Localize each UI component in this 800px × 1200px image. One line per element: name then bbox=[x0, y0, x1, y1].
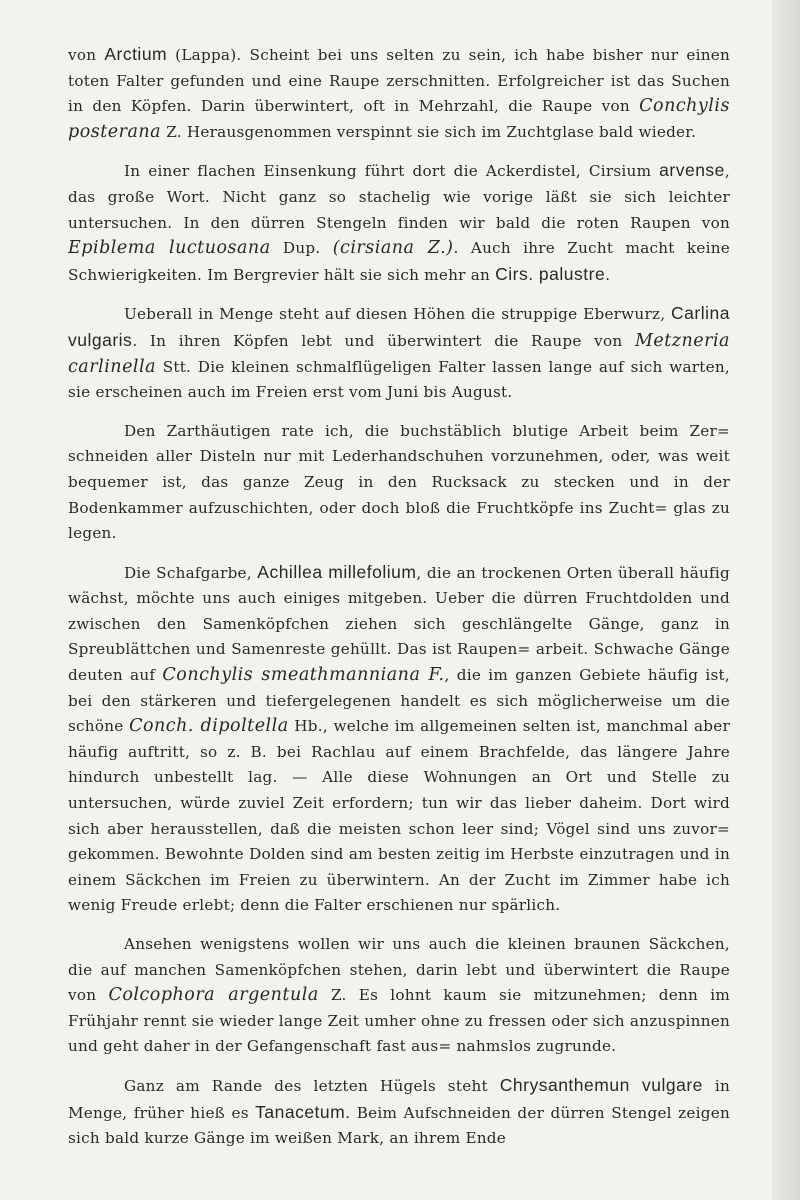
italic-species-name: Colcophora argentula bbox=[108, 985, 319, 1006]
spaced-plant-name: arvense bbox=[659, 160, 725, 181]
text-run: Die Schafgarbe, bbox=[124, 563, 258, 582]
spaced-plant-name: Achillea millefolium bbox=[257, 561, 417, 582]
paragraph-7 bbox=[68, 1073, 730, 1152]
text-run: Z. Herausgenommen verspinnt sie sich im Zuchtglase bald wieder. bbox=[161, 122, 697, 141]
text-run: Ueberall in Menge steht auf diesen Höhen die struppige Eberwurz, bbox=[124, 305, 672, 324]
text-run: in Menge, früher hieß es bbox=[68, 1076, 730, 1122]
paragraph-6 bbox=[68, 932, 730, 1060]
text-run: von bbox=[68, 46, 105, 64]
italic-species-name: Epiblema luctuosana bbox=[68, 238, 271, 259]
text-run: Hb., welche im allgemeinen selten ist, manchmal aber häufig auftritt, so z. B. bei Rachlau auf einem Brachfelde, das längere Jahre hindurch unbestellt lag. — Alle diese Wohnungen an Ort und Stelle zu untersuchen, würde zuviel Zeit erfordern; tun wir das lieber daheim. Dort wird sich aber herausstellen, daß die meisten schon leer sind; Vögel sind uns zuvor= gekommen. Bewohnte Dolden sind am besten zeitig im Herbste einzutragen und in einem Säckchen im Freien zu überwintern. An der Zucht im Zimmer habe ich wenig Freude erlebt; denn die Falter erschienen nur spärlich. bbox=[68, 717, 731, 915]
page-edge-shadow bbox=[772, 0, 800, 1200]
text-run: Ganz am Rande des letzten Hügels steht bbox=[124, 1076, 500, 1095]
spaced-plant-name: Chrysanthemun vulgare bbox=[499, 1074, 703, 1095]
italic-species-name: Conch. dipoltella bbox=[129, 716, 289, 737]
text-run: Den Zarthäutigen rate ich, die buchstäblich blutige Arbeit beim Zer= schneiden aller Disteln nur mit Lederhandschuhen vorzunehmen, oder, was weit bequemer ist, das ganze Zeug in den Rucksack zu stecken und in der Bodenkammer aufzuschichten, oder doch bloß die Fruchtköpfe ins Zucht= glas zu legen. bbox=[68, 421, 730, 543]
paragraph-5 bbox=[68, 560, 730, 919]
text-run: (Lappa). Scheint bei uns selten zu sein, ich habe bisher nur einen toten Falter gefunden und eine Raupe zerschnitten. Erfolgreicher ist das Suchen in den Köpfen. Darin überwintert, oft in Mehrzahl, die Raupe von bbox=[68, 46, 730, 116]
text-run: Z. Es lohnt kaum sie mitzunehmen; denn im Frühjahr rennt sie wieder lange Zeit umher ohne zu fressen oder sich anzuspinnen und geht daher in der Gefangenschaft fast aus= nahmslos zugrunde. bbox=[68, 986, 730, 1056]
spaced-plant-name: Tanacetum bbox=[255, 1101, 346, 1122]
italic-species-name: (cirsiana Z.) bbox=[332, 238, 454, 259]
text-run: Dup. bbox=[270, 239, 333, 258]
text-run: In einer flachen Einsenkung führt dort die Ackerdistel, Cirsium bbox=[124, 162, 660, 181]
italic-species-name: Conchylis posterana bbox=[68, 96, 730, 142]
paragraph-4 bbox=[68, 419, 730, 547]
text-run: , die an trockenen Orten überall häufig wächst, möchte uns auch einiges mitgeben. Ueber die dürren Fruchtdolden und zwischen den Samenköpfchen ziehen sich geschlängelte Gänge, ganz in Spreublättchen und Samenreste gehüllt. Das ist Raupen= arbeit. Schwache Gänge deuten auf bbox=[68, 563, 731, 685]
italic-species-name: Metzneria carlinella bbox=[68, 330, 730, 377]
paragraph-3 bbox=[68, 301, 730, 405]
italic-species-name: Conchylis smeathmanniana F. bbox=[162, 665, 445, 686]
page-text bbox=[68, 42, 730, 1152]
text-run: . Auch ihre Zucht macht keine Schwierigkeiten. Im Bergrevier hält sie sich mehr an bbox=[68, 239, 730, 284]
text-run: . In ihren Köpfen lebt und überwintert die Raupe von bbox=[132, 331, 635, 350]
paragraph-2 bbox=[68, 158, 730, 288]
text-run: Ansehen wenigstens wollen wir uns auch die kleinen braunen Säckchen, die auf manchen Samenköpfchen stehen, darin lebt und überwintert die Raupe von bbox=[68, 935, 730, 1005]
text-run: . bbox=[605, 265, 611, 284]
spaced-plant-name: Arctium bbox=[104, 44, 168, 64]
text-run: , die im ganzen Gebiete häufig ist, bei den stärkeren und tiefergelegenen handelt es sich möglicherweise um die schöne bbox=[68, 666, 730, 736]
spaced-plant-name: Carlina vulgaris bbox=[68, 303, 730, 350]
spaced-plant-name: Cirs. palustre bbox=[495, 263, 606, 284]
paragraph-1 bbox=[68, 42, 730, 145]
text-run: , das große Wort. Nicht ganz so stachelig wie vorige läßt sie sich leichter untersuchen. In den dürren Stengeln finden wir bald die roten Raupen von bbox=[68, 162, 730, 232]
text-run: . Beim Aufschneiden der dürren Stengel zeigen sich bald kurze Gänge im weißen Mark, an ihrem Ende bbox=[68, 1103, 731, 1148]
text-run: Stt. Die kleinen schmalflügeligen Falter lassen lange auf sich warten, sie erscheinen auch im Freien erst vom Juni bis August. bbox=[68, 357, 730, 402]
